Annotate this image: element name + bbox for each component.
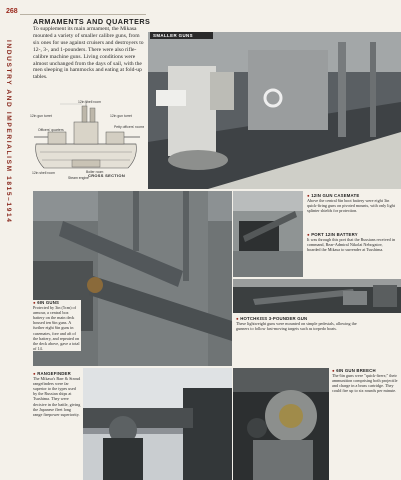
casemate-caption: ● 12IN GUN CASEMATE Above the central 6in boot battery were eight 3in quick-firing guns on pivoted mounts, with only light splinter shields for protection.: [307, 193, 395, 214]
hotchkiss-text: These lightweight guns were mounted on simple pedestals, allowing the gunners to follow fast-moving targets such as torpedo boats.: [236, 321, 357, 332]
page-number: 268: [6, 8, 18, 15]
6in-guns-text: Protected by 3in (5cm) of armour, a central box battery on the main deck housed ten 6in guns. A further eight 6in guns in casemates, fore and aft of the battery, and repeated on the deck above, gave a total of 14.: [33, 305, 80, 351]
rangefinder-caption: ● RANGEFINDER The Mikasa's Barr & Stroud rangefinders were far superior to the types used by the Russian ships at Tsushima. They were decisive in the battle, giving the Japanese fleet long range firepower superiority.: [33, 371, 81, 417]
breech-text: The 6in guns were "quick-firers;" their ammunition comprising both projectile and charge in a brass cartridge. They could fire up to six rounds per minute.: [332, 373, 398, 394]
casemate-text: Above the central 6in boot battery were eight 3in quick-firing guns on pivoted mounts, with only light splinter shields for protection.: [307, 198, 395, 214]
label-officers-quarters: Officers' quarters: [38, 128, 64, 132]
6in-guns-title: 6IN GUNS: [37, 300, 60, 305]
label-gun-turret-left: 12in gun turret: [30, 114, 52, 118]
intro-paragraph: To supplement its main armament, the Mikasa mounted a variety of smaller calibre guns, from six ones for use against cruisers and destroyers to 12-, 3-, and 1-pounders. There were also rifle-calibre machine guns. Living conditions were almost unchanged from the days of sail, with the men sleeping in hammocks and eating at fold-up tables.: [33, 26, 144, 81]
section-title: ARMAMENTS AND QUARTERS: [33, 17, 151, 26]
label-petty-officers-rooms: Petty officers' rooms: [114, 125, 144, 129]
port-battery-caption: ● PORT 12IN BATTERY It was through this port that the Russians received in command, Rear-Admiral Nikolai Nebogatov, boarded the Mikasa to surrender at Tsushima.: [307, 232, 396, 253]
smaller-guns-photo: [148, 32, 401, 189]
top-rule: [20, 14, 146, 15]
casemate-photo: [233, 191, 303, 277]
rangefinder-title: RANGEFINDER: [37, 371, 71, 376]
chapter-running-head: INDUSTRY AND IMPERIALISM 1815–1914: [5, 40, 12, 224]
casemate-title: 12IN GUN CASEMATE: [311, 193, 360, 198]
hotchkiss-title: HOTCHKISS 3-POUNDER GUN: [240, 316, 308, 321]
label-steam-engine: Steam engine: [68, 176, 89, 180]
hotchkiss-caption: ● HOTCHKISS 3-POUNDER GUN These lightweight guns were mounted on simple pedestals, allowing the gunners to follow fast-moving targets such as torpedo boats.: [236, 316, 357, 332]
breech-caption: ● 6IN GUN BREECH The 6in guns were "quick-firers;" their ammunition comprising both projectile and charge in a brass cartridge. They could fire up to six rounds per minute.: [332, 368, 398, 394]
port-battery-text: It was through this port that the Russians received in command, Rear-Admiral Nikolai Nebogatov, boarded the Mikasa to surrender at Tsushima.: [307, 237, 396, 253]
port-battery-title: PORT 12IN BATTERY: [311, 232, 358, 237]
6in-guns-caption: ● 6IN GUNS Protected by 3in (5cm) of armour, a central box battery on the main deck housed ten 6in guns. A further eight 6in guns in casemates, fore and aft of the battery, and repeated on the deck above, gave a total of 14.: [33, 300, 80, 351]
diagram-caption: CROSS SECTION: [88, 173, 126, 178]
label-boiler-room: Boiler room: [86, 170, 104, 174]
hotchkiss-photo: [233, 279, 401, 313]
smaller-guns-tag: SMALLER GUNS: [150, 32, 213, 39]
label-gun-turret-right: 12in gun turret: [110, 114, 132, 118]
rangefinder-text: The Mikasa's Barr & Stroud rangefinders were far superior to the types used by the Russian ships at Tsushima. They were decisive in the battle, giving the Japanese fleet long range firepower superiority.: [33, 376, 81, 417]
cross-section-diagram: [30, 100, 144, 182]
rangefinder-photo: [83, 368, 232, 480]
breech-title: 6IN GUN BREECH: [336, 368, 376, 373]
label-shell-room-bottom: 12in shell room: [32, 171, 55, 175]
breech-photo: [233, 368, 329, 480]
label-shell-room-top: 12in shell room: [78, 100, 101, 104]
